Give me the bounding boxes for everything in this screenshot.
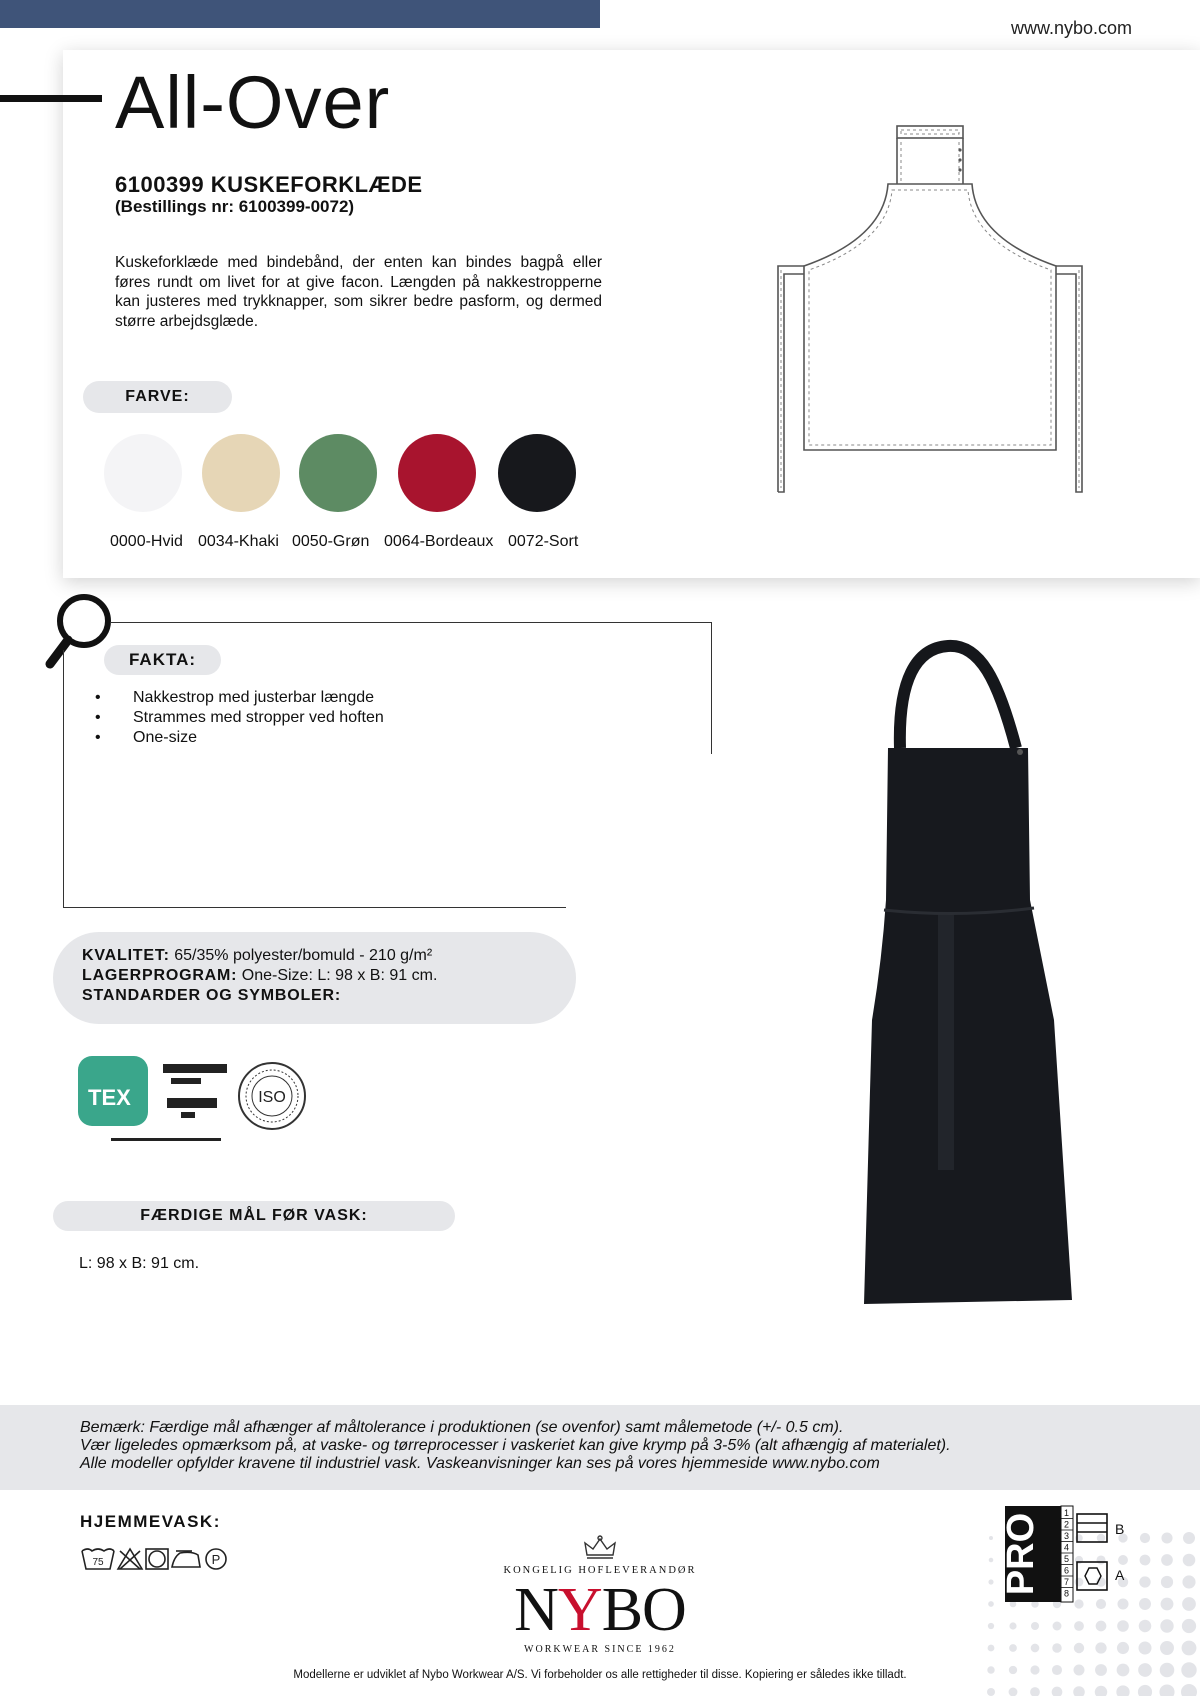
color-swatch-khaki[interactable]	[202, 434, 280, 512]
fakta-list	[95, 688, 384, 748]
decorative-dot	[1160, 1663, 1175, 1678]
decorative-dot	[1009, 1688, 1018, 1696]
decorative-dot	[1074, 1643, 1084, 1653]
standard-label-graphic	[163, 1062, 231, 1142]
decorative-dot	[1161, 1532, 1172, 1543]
decorative-dot	[987, 1666, 994, 1673]
decorative-dot	[1053, 1622, 1062, 1631]
pro-b: B	[1115, 1521, 1125, 1537]
fakta-label: FAKTA:	[104, 645, 221, 675]
decorative-dot	[1161, 1598, 1174, 1611]
color-swatch-black[interactable]	[498, 434, 576, 512]
wash-75-icon	[82, 1549, 114, 1569]
decorative-dot	[1009, 1666, 1017, 1674]
decorative-dot	[1052, 1665, 1062, 1675]
footer-copyright: Modellerne er udviklet af Nybo Workwear A/S. Vi forbeholder os alle rettigheder til disse. Kopiering er således ikke tilladt.	[293, 1669, 907, 1681]
spec-standards	[82, 987, 341, 1005]
product-description: Kuskeforklæde med bindebånd, der enten kan bindes bagpå eller føres rundt om livet for at give facon. Længden på nakkestropperne kan justeres med trykknapper, som sikrer bedre pasform, og dermed større arbejdsglæde.	[115, 254, 602, 330]
svg-text:P: P	[211, 1552, 221, 1567]
decorative-dot	[1161, 1554, 1173, 1566]
decorative-dot	[989, 1536, 993, 1540]
color-label: 0050-Grøn	[292, 533, 370, 550]
logo-letter: N	[514, 1576, 558, 1644]
pro-scale-number: 8	[1064, 1588, 1070, 1599]
pro-scale-number: 5	[1064, 1554, 1070, 1564]
brand-dash	[0, 95, 102, 102]
decorative-dot	[1117, 1664, 1130, 1677]
decorative-dot	[1183, 1532, 1195, 1544]
pro-scale-number: 7	[1064, 1577, 1070, 1587]
nybo-logo	[400, 1575, 800, 1646]
decorative-dot	[1161, 1576, 1173, 1588]
iso-15797-seal	[237, 1061, 307, 1131]
decorative-dot	[1181, 1662, 1196, 1677]
top-accent-bar	[0, 0, 600, 28]
fakta-item: • One-size	[95, 728, 384, 748]
decorative-dot	[1095, 1642, 1106, 1653]
spec-value: 65/35% polyester/bomuld - 210 g/m²	[169, 947, 433, 964]
decorative-dot	[1052, 1643, 1062, 1653]
spec-key: STANDARDER OG SYMBOLER:	[82, 987, 341, 1004]
logo-letter: BO	[601, 1576, 686, 1644]
decorative-dot	[1139, 1620, 1152, 1633]
decorative-dot	[1182, 1619, 1196, 1633]
color-swatch-bordeaux[interactable]	[398, 434, 476, 512]
pro-scale-number: 3	[1064, 1531, 1070, 1541]
spec-quality	[82, 947, 432, 965]
color-label: 0000-Hvid	[110, 533, 183, 550]
fakta-item: • Nakkestrop med justerbar længde	[95, 688, 384, 708]
apron-photo	[858, 640, 1078, 1315]
pro-scale-number: 1	[1064, 1508, 1070, 1518]
spec-value: One-Size: L: 98 x B: 91 cm.	[237, 967, 438, 984]
decorative-dot	[988, 1579, 993, 1584]
decorative-dot	[1095, 1686, 1107, 1696]
no-bleach-icon	[118, 1549, 142, 1569]
iso-text: ISO	[258, 1089, 286, 1106]
decorative-dot	[1009, 1622, 1016, 1629]
pro-scale-number: 4	[1064, 1542, 1070, 1553]
decorative-dot	[1138, 1685, 1152, 1696]
iron-icon	[172, 1551, 200, 1567]
order-number: (Bestillings nr: 6100399-0072)	[115, 197, 355, 216]
decorative-dot	[988, 1645, 995, 1652]
color-swatch-green[interactable]	[299, 434, 377, 512]
decorative-dot	[1031, 1644, 1040, 1653]
decorative-dot	[1182, 1597, 1196, 1611]
decorative-dot	[1160, 1641, 1174, 1655]
apron-technical-drawing	[770, 120, 1090, 500]
decorative-dot	[988, 1601, 994, 1607]
fakta-frame	[711, 622, 712, 754]
decorative-dot	[1182, 1575, 1195, 1588]
decorative-dot	[1117, 1642, 1129, 1654]
decorative-dot	[1116, 1685, 1129, 1696]
decorative-dot	[1030, 1665, 1039, 1674]
decorative-dot	[1096, 1621, 1107, 1632]
pro-word: PRO	[1000, 1512, 1042, 1596]
decorative-dot	[1181, 1684, 1197, 1696]
logo-tagline: KONGELIG HOFLEVERANDØR	[503, 1565, 697, 1576]
decorative-dot	[1160, 1619, 1173, 1632]
oeko-tex-text: TEX	[88, 1085, 131, 1110]
professional-clean-icon	[206, 1549, 226, 1569]
decorative-dot	[1030, 1687, 1040, 1696]
crown-icon	[583, 1535, 617, 1561]
product-title: 6100399 KUSKEFORKLÆDE	[115, 172, 423, 197]
fakta-frame	[110, 622, 712, 623]
color-label: 0072-Sort	[508, 533, 579, 550]
decorative-dot	[1138, 1663, 1152, 1677]
decorative-dot	[1009, 1644, 1017, 1652]
decorative-dot	[1052, 1687, 1063, 1696]
pro-quality-badge	[1000, 1506, 1145, 1606]
pro-scale-number: 2	[1064, 1519, 1070, 1530]
brand-title: All-Over	[115, 61, 391, 144]
decorative-dot	[1031, 1622, 1039, 1630]
decorative-dot	[1159, 1684, 1174, 1696]
color-label: 0064-Bordeaux	[384, 533, 494, 550]
pro-scale-number: 6	[1064, 1565, 1070, 1576]
color-label: 0034-Khaki	[198, 533, 279, 550]
fakta-frame	[63, 907, 566, 908]
decorative-dot	[987, 1688, 995, 1696]
decorative-dot	[1182, 1641, 1197, 1656]
decorative-dot	[1073, 1686, 1085, 1696]
measurements-label: FÆRDIGE MÅL FØR VASK:	[53, 1201, 455, 1231]
website-url[interactable]: www.nybo.com	[1010, 18, 1132, 38]
color-swatch-white[interactable]	[104, 434, 182, 512]
color-section-label: FARVE:	[83, 381, 232, 413]
decorative-dot	[1183, 1554, 1196, 1567]
pro-a: A	[1115, 1567, 1125, 1583]
decorative-dot	[1095, 1664, 1107, 1676]
measurements-value: L: 98 x B: 91 cm.	[79, 1255, 200, 1272]
decorative-dot	[988, 1623, 994, 1629]
decorative-dot	[989, 1558, 994, 1563]
tumble-dry-icon	[146, 1549, 168, 1569]
spec-key: LAGERPROGRAM:	[82, 967, 238, 984]
logo-since: WORKWEAR SINCE 1962	[524, 1644, 676, 1655]
logo-letter-y: Y	[557, 1576, 602, 1644]
wash-temp-text: 75	[92, 1557, 104, 1568]
note-line: Alle modeller opfylder kravene til industriel vask. Vaskeanvisninger kan ses på vores hjemmeside www.nybo.com	[80, 1455, 880, 1472]
decorative-dot	[1117, 1620, 1129, 1632]
decorative-dot	[1074, 1621, 1084, 1631]
fakta-frame	[63, 650, 64, 908]
home-wash-label: HJEMMEVASK:	[80, 1512, 221, 1531]
decorative-dot	[1138, 1641, 1151, 1654]
fakta-item: • Strammes med stropper ved hoften	[95, 708, 384, 728]
decorative-dot	[1074, 1665, 1085, 1676]
note-line: Bemærk: Færdige mål afhænger af måltolerance i produktionen (se ovenfor) samt målemetode (+/- 0.5 cm).	[80, 1419, 844, 1436]
spec-stock	[82, 967, 437, 985]
note-line: Vær ligeledes opmærksom på, at vaske- og tørreprocesser i vaskeriet kan give krymp på 3-5% (alt afhængig af materialet).	[80, 1437, 951, 1454]
spec-key: KVALITET:	[82, 947, 170, 964]
care-symbols	[80, 1545, 250, 1573]
